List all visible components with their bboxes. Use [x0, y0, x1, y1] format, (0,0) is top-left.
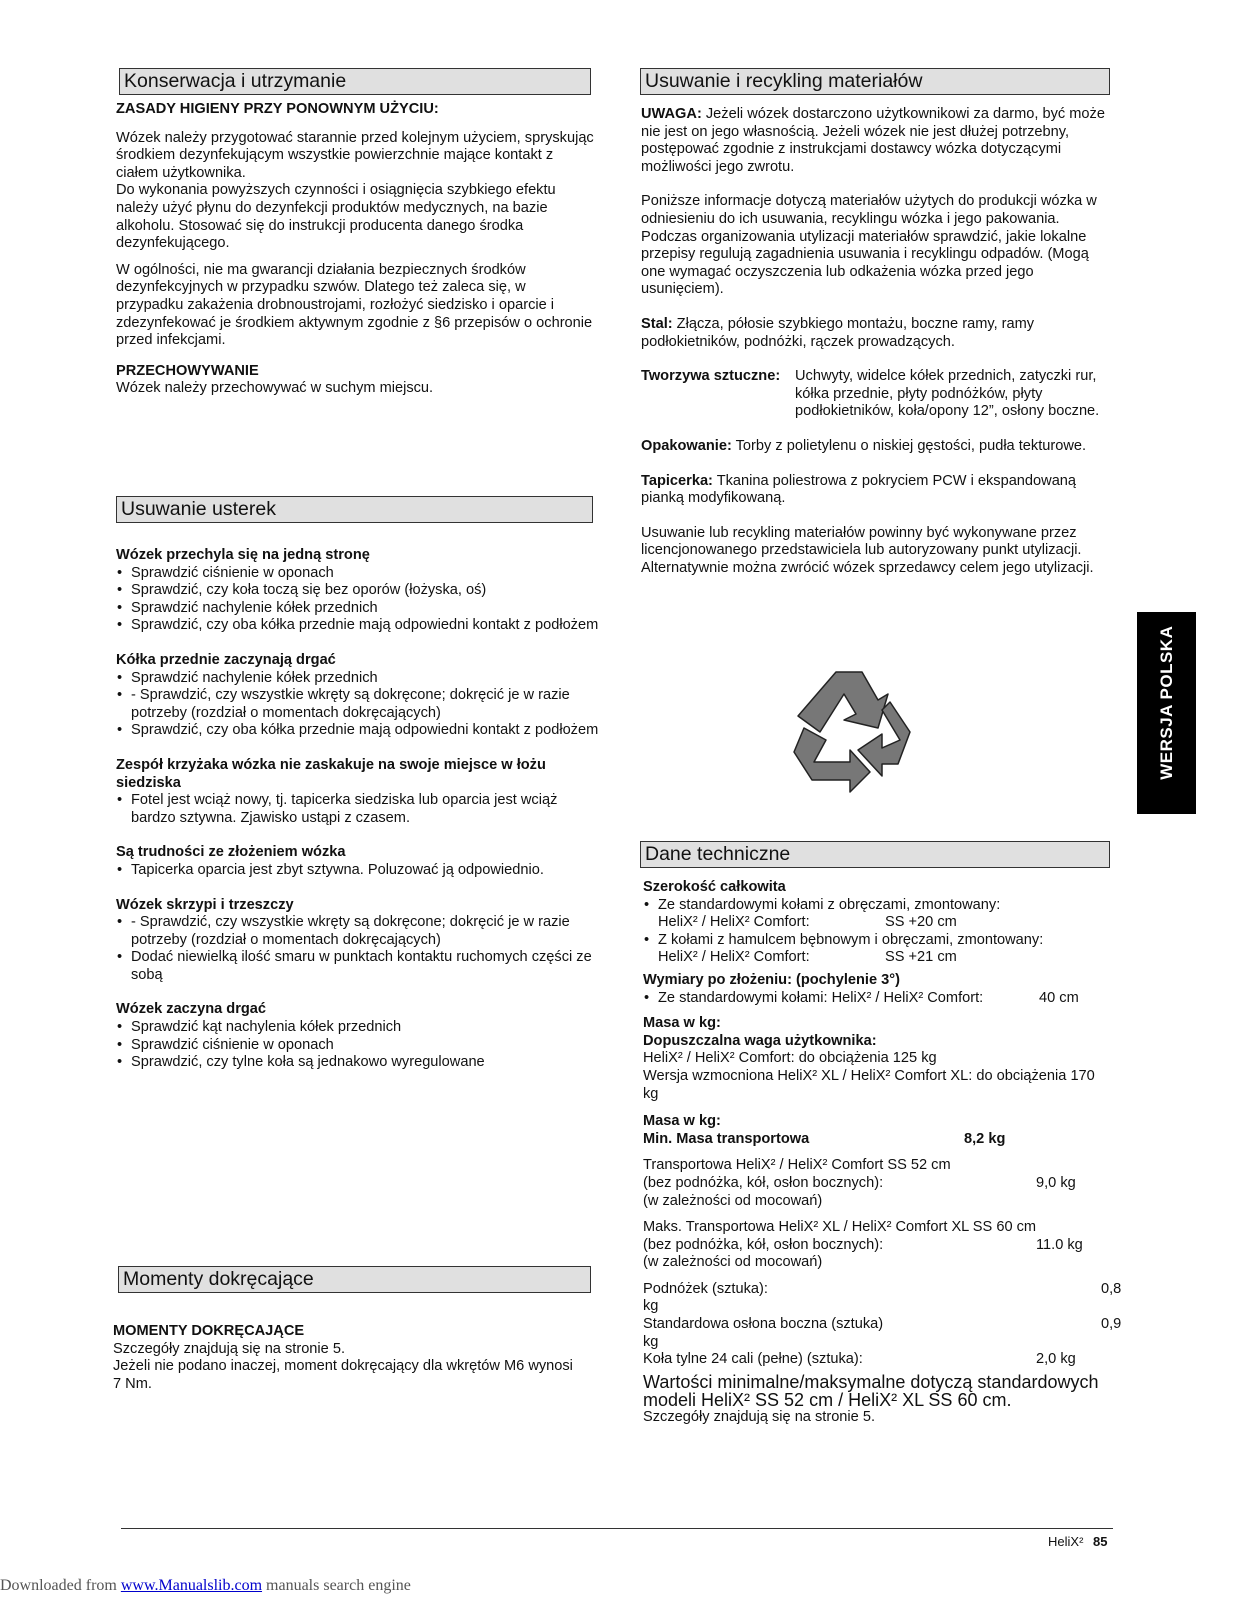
trouble-item: • Dodać niewielką ilość smaru w punktach kontaktu ruchomych części ze sobą	[116, 949, 601, 984]
mass2-heading: Masa w kg:	[643, 1113, 721, 1130]
trouble-item: • - Sprawdzić, czy wszystkie wkręty są dokręcone; dokręcić je w razie potrzeby (rozdział o momentach dokręcających)	[116, 687, 601, 722]
recycling-plastic: Tworzywa sztuczne: Uchwyty, widelce kółek przednich, zatyczki rur, kółka przednie, płyty podnóżków, płyty podłokietników, koła/opony 12”, osłony boczne.	[641, 368, 1100, 420]
transport-1-c: (w zależności od mocowań)	[643, 1192, 823, 1209]
section-header-torque: Momenty dokręcające	[118, 1266, 591, 1293]
torque-heading: MOMENTY DOKRĘCAJĄCE	[113, 1323, 305, 1339]
sideguard-unit: kg	[643, 1333, 659, 1350]
torque-line-1: Szczegóły znajdują się na stronie 5.	[113, 1340, 346, 1357]
storage-heading: PRZECHOWYWANIE	[116, 362, 259, 379]
trouble-item: • Fotel jest wciąż nowy, tj. tapicerka siedziska lub oparcia jest wciąż bardzo sztywna. Zjawisko ustąpi z czasem.	[116, 792, 601, 827]
transport-2-b: (bez podnóżka, kół, osłon bocznych): 11.0 kg	[643, 1236, 1083, 1253]
transport-1-a: Transportowa HeliX² / HeliX² Comfort SS 52 cm	[643, 1157, 951, 1174]
trouble-item: • - Sprawdzić, czy wszystkie wkręty są dokręcone; dokręcić je w razie potrzeby (rozdział o momentach dokręcających)	[116, 914, 601, 949]
trouble-group-heading: Wózek zaczyna drgać	[116, 1001, 267, 1018]
trouble-group-list	[116, 792, 601, 827]
width-item-1: • Ze standardowymi kołami z obręczami, zmontowany: HeliX² / HeliX² Comfort: SS +20 cm	[643, 897, 1123, 932]
hygiene-paragraph-2: Do wykonania powyższych czynności i osiągnięcia szybkiego efektu należy użyć płynu do dezynfekcji produktów medycznych, na bazie alkoholu. Stosować się do instrukcji producenta danego środka dezynfekującego.	[116, 182, 556, 252]
recycling-info: Poniższe informacje dotyczą materiałów użytych do produkcji wózka w odniesieniu do ich usuwania, recyklingu wózka i jego pakowania. Podczas organizowania utylizacji materiałów sprawdzić, jakie lokalne przepisy regulują zagadnienia usuwania i recyklingu odpadów. (Mogą one wymagać oczyszczenia lub odkażenia wózka przed jego usunięciem).	[641, 193, 1097, 298]
hygiene-paragraph-3: W ogólności, nie ma gwarancji działania bezpiecznych środków dezynfekcyjnych w przypadku szwów. Dlatego też zaleca się, w przypadku zakażenia drobnoustrojami, rozłożyć siedzisko i oparcie i zdezynfekować je środkiem aktywnym zgodnie z §6 przepisów o ochronie przed infekcjami.	[116, 261, 593, 349]
trouble-item: • Sprawdzić, czy tylne koła są jednakowo wyregulowane	[116, 1054, 601, 1072]
fold-item: • Ze standardowymi kołami: HeliX² / HeliX² Comfort: 40 cm	[643, 990, 1123, 1008]
note-small: Szczegóły znajdują się na stronie 5.	[643, 1408, 876, 1425]
torque-line-2: Jeżeli nie podano inaczej, moment dokręcający dla wkrętów M6 wynosi 7 Nm.	[113, 1358, 573, 1392]
recycling-final: Usuwanie lub recykling materiałów powinny być wykonywane przez licencjonowanego przedstawiciela lub autoryzowany punkt utylizacji. Alternatywnie można zwrócić wózek sprzedawcy celem jego utylizacji.	[641, 524, 1094, 576]
user-weight-1: HeliX² / HeliX² Comfort: do obciążenia 125 kg	[643, 1050, 937, 1067]
trouble-item: • Sprawdzić ciśnienie w oponach	[116, 565, 601, 583]
section-header-troubleshooting: Usuwanie usterek	[116, 496, 593, 523]
recycling-packaging: Opakowanie: Torby z polietylenu o niskiej gęstości, pudła tekturowe.	[641, 437, 1087, 454]
troubleshooting-list	[116, 547, 601, 1072]
trouble-item: • Sprawdzić nachylenie kółek przednich	[116, 600, 601, 618]
rear-wheels-weight: Koła tylne 24 cali (pełne) (sztuka): 2,0 kg	[643, 1351, 1076, 1368]
page-number: 85	[1093, 1534, 1108, 1549]
storage-text: Wózek należy przechowywać w suchym miejscu.	[116, 380, 434, 397]
hygiene-heading: ZASADY HIGIENY PRZY PONOWNYM UŻYCIU:	[116, 101, 439, 117]
hygiene-paragraph-1: Wózek należy przygotować starannie przed kolejnym użyciem, spryskując środkiem dezynfekującym wszystkie powierzchnie mające kontakt z ciałem użytkownika.	[116, 129, 594, 181]
note-big: Wartości minimalne/maksymalne dotyczą standardowych modeli HeliX² SS 52 cm / HeliX² XL SS 60 cm.	[643, 1371, 1099, 1410]
trouble-item: • Sprawdzić ciśnienie w oponach	[116, 1037, 601, 1055]
manualslib-link[interactable]: www.Manualslib.com	[120, 1577, 263, 1594]
footer-brand: HeliX²	[1048, 1534, 1084, 1549]
trouble-group-heading: Zespół krzyżaka wózka nie zaskakuje na swoje miejsce w łożu siedziska	[116, 756, 546, 791]
side-tab-label: WERSJA POLSKA	[1157, 625, 1177, 780]
trouble-group-heading: Wózek skrzypi i trzeszczy	[116, 896, 294, 913]
recycling-note: UWAGA: Jeżeli wózek dostarczono użytkownikowi za darmo, być może nie jest on jego własnością. Jeżeli wózek nie jest dłużej potrzebny, postępować zgodnie z instrukcjami dostawcy wózka dotyczącymi możliwości jego zwrotu.	[641, 106, 1105, 175]
footrest-weight: Podnóżek (sztuka): 0,8	[643, 1280, 1122, 1297]
section-header-recycling: Usuwanie i recykling materiałów	[640, 68, 1110, 95]
section-header-tech: Dane techniczne	[640, 841, 1110, 868]
trouble-group-list	[116, 565, 601, 635]
transport-1-b: (bez podnóżka, kół, osłon bocznych): 9,0 kg	[643, 1174, 1076, 1191]
section-header-conservation: Konserwacja i utrzymanie	[119, 68, 591, 95]
transport-2-a: Maks. Transportowa HeliX² XL / HeliX² Comfort XL SS 60 cm	[643, 1219, 1037, 1236]
trouble-group-heading: Kółka przednie zaczynają drgać	[116, 651, 336, 668]
trouble-item: • Sprawdzić, czy oba kółka przednie mają odpowiedni kontakt z podłożem	[116, 617, 601, 635]
sideguard-weight: Standardowa osłona boczna (sztuka) 0,9	[643, 1316, 1122, 1333]
footer-rule	[121, 1528, 1113, 1529]
trouble-group-heading: Wózek przechyla się na jedną stronę	[116, 547, 370, 563]
conservation-section	[116, 101, 596, 398]
trouble-item: • Sprawdzić kąt nachylenia kółek przednich	[116, 1019, 601, 1037]
min-transport-mass: Min. Masa transportowa 8,2 kg	[643, 1130, 1006, 1147]
transport-2-c: (w zależności od mocowań)	[643, 1254, 823, 1271]
recycling-section	[641, 106, 1116, 577]
width-heading: Szerokość całkowita	[643, 879, 786, 895]
mass-heading: Masa w kg:	[643, 1015, 721, 1032]
user-weight-heading: Dopuszczalna waga użytkownika:	[643, 1032, 877, 1049]
trouble-item: • Tapicerka oparcia jest zbyt sztywna. Poluzować ją odpowiednio.	[116, 862, 601, 880]
trouble-group-heading: Są trudności ze złożeniem wózka	[116, 844, 346, 861]
recycling-upholstery: Tapicerka: Tkanina poliestrowa z pokryciem PCW i ekspandowaną pianką modyfikowaną.	[641, 472, 1077, 507]
fold-heading: Wymiary po złożeniu: (pochylenie 3°)	[643, 971, 900, 988]
trouble-item: • Sprawdzić, czy koła toczą się bez oporów (łożyska, oś)	[116, 582, 601, 600]
recycling-steel: Stal: Złącza, półosie szybkiego montażu, boczne ramy, ramy podłokietników, podnóżki, rączek prowadzących.	[641, 315, 1035, 350]
width-item-2: • Z kołami z hamulcem bębnowym i obręczami, zmontowany: HeliX² / HeliX² Comfort: SS +21 cm	[643, 932, 1123, 967]
torque-section	[113, 1323, 583, 1393]
footrest-unit: kg	[643, 1298, 659, 1315]
trouble-item: • Sprawdzić, czy oba kółka przednie mają odpowiedni kontakt z podłożem	[116, 722, 601, 740]
tech-section	[643, 879, 1123, 1426]
user-weight-2: Wersja wzmocniona HeliX² XL / HeliX² Comfort XL: do obciążenia 170 kg	[643, 1067, 1095, 1102]
download-footer: Downloaded from www.Manualslib.com manuals search engine	[0, 1577, 411, 1594]
trouble-group-list	[116, 1019, 601, 1072]
page-number-area	[1048, 1533, 1108, 1551]
language-side-tab	[1137, 612, 1196, 814]
width-list	[643, 897, 1123, 967]
trouble-group-list	[116, 914, 601, 984]
trouble-group-list	[116, 862, 601, 880]
trouble-group-list	[116, 670, 601, 740]
trouble-item: • Sprawdzić nachylenie kółek przednich	[116, 670, 601, 688]
recycling-icon	[790, 668, 920, 794]
